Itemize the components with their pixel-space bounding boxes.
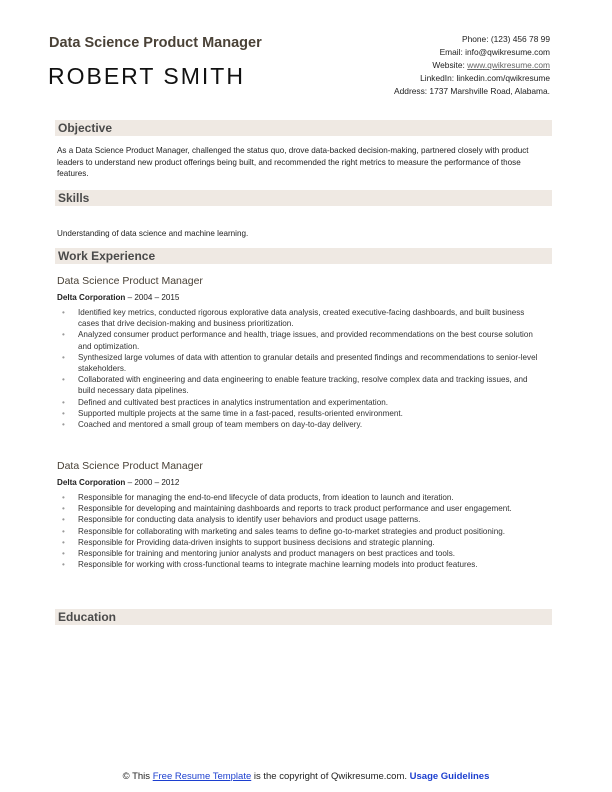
objective-text: As a Data Science Product Manager, challenged the status quo, drove data-backed decision-making, partnered closely with product leaders to understand new product offerings being built, and recommended the right metrics to measure the performance of those features.	[57, 146, 529, 178]
list-item: • Responsible for managing the end-to-end lifecycle of data products, from ideation to launch and iteration.	[62, 492, 546, 503]
job-title: Data Science Product Manager	[49, 35, 262, 51]
job-1-company	[57, 293, 179, 302]
education-heading: Education	[58, 610, 117, 624]
list-item: • Responsible for working with cross-functional teams to integrate machine learning models into product features.	[62, 559, 546, 570]
skills-text: Understanding of data science and machine learning.	[57, 229, 249, 238]
website-label: Website:	[432, 60, 468, 70]
list-item: • Identified key metrics, conducted rigorous explorative data analysis, created executive-facing dashboards, and built business cases that drive decision-making and business prioritization.	[62, 307, 546, 329]
list-item: • Responsible for collaborating with marketing and sales teams to define go-to-market strategies and product positioning.	[62, 526, 546, 537]
job-1-bullets	[62, 307, 546, 430]
footer	[0, 771, 612, 782]
contact-website-row	[394, 59, 550, 72]
list-item: • Responsible for conducting data analysis to identify user behaviors and product usage patterns.	[62, 514, 546, 525]
job-2-title: Data Science Product Manager	[57, 460, 203, 472]
objective-heading: Objective	[58, 121, 113, 135]
list-item: • Coached and mentored a small group of team members on day-to-day delivery.	[62, 419, 546, 430]
job-1-title: Data Science Product Manager	[57, 275, 203, 287]
work-section-header	[55, 248, 552, 264]
list-item: • Responsible for training and mentoring junior analysts and product managers on best practices and tools.	[62, 548, 546, 559]
free-resume-template-link[interactable]: Free Resume Template	[152, 771, 252, 782]
skills-section-header	[55, 190, 552, 206]
contact-email: Email: info@qwikresume.com	[439, 47, 550, 57]
list-item: • Supported multiple projects at the same time in a fast-paced, results-oriented environment.	[62, 408, 546, 419]
contact-address: Address: 1737 Marshville Road, Alabama.	[394, 86, 550, 96]
contact-linkedin: LinkedIn: linkedin.com/qwikresume	[420, 73, 550, 83]
skills-heading: Skills	[58, 191, 90, 205]
list-item: • Defined and cultivated best practices in analytics instrumentation and experimentation.	[62, 397, 546, 408]
candidate-name: ROBERT SMITH	[48, 63, 245, 89]
list-item: • Responsible for developing and maintaining dashboards and reports to track product performance and user engagement.	[62, 503, 546, 514]
work-heading: Work Experience	[58, 249, 156, 263]
job-2-company	[57, 478, 179, 487]
footer-prefix: © This	[122, 771, 153, 782]
job-dates: – 2000 – 2012	[125, 478, 180, 487]
job-dates: – 2004 – 2015	[125, 293, 180, 302]
objective-section-header	[55, 120, 552, 136]
job-2-bullets	[62, 492, 546, 570]
company-name: Delta Corporation	[57, 478, 126, 487]
contact-block	[394, 33, 550, 98]
usage-guidelines-link[interactable]: Usage Guidelines	[409, 771, 490, 782]
list-item: • Synthesized large volumes of data with attention to granular details and presented findings and recommendations to senior-level stakeholders.	[62, 352, 546, 374]
website-link[interactable]: www.qwikresume.com	[467, 60, 550, 70]
company-name: Delta Corporation	[57, 293, 126, 302]
list-item: • Collaborated with engineering and data engineering to enable feature tracking, resolve complex data and tracking issues, and build necessary data pipelines.	[62, 374, 546, 396]
list-item: • Responsible for Providing data-driven insights to support business decisions and strategic planning.	[62, 537, 546, 548]
list-item: • Analyzed consumer product performance and health, triage issues, and provided recommendations on the best course solution and optimization.	[62, 329, 546, 351]
contact-phone: Phone: (123) 456 78 99	[461, 34, 550, 44]
education-section-header	[55, 609, 552, 625]
footer-copyright-text: is the copyright of Qwikresume.com.	[251, 771, 410, 782]
